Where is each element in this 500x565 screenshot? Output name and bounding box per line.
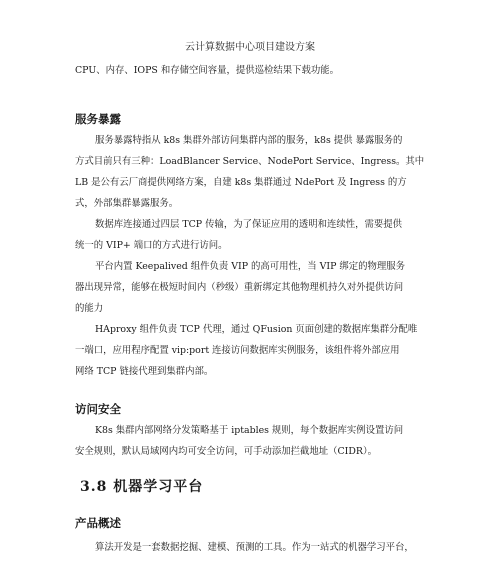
heading-service-exposure: 服务暴露 — [75, 112, 121, 126]
intro-line: CPU、内存、IOPS 和存储空间容量，提供巡检结果下载功能。 — [75, 65, 339, 76]
heading-product-overview: 产品概述 — [75, 516, 121, 530]
paragraph-line: 数据库连接通过四层 TCP 传输，为了保证应用的透明和连续性，需要提供 — [95, 219, 402, 230]
paragraph-line: 器出现异常，能够在极短时间内（秒级）重新绑定其他物理机持久对外提供访问 — [75, 282, 404, 293]
paragraph-line: 方式目前只有三种：LoadBlancer Service、NodePort Service、Ingress。其中 — [75, 156, 425, 167]
paragraph-line: 平台内置 Keepalived 组件负责 VIP 的高可用性，当 VIP 绑定的物理服务 — [95, 261, 405, 272]
paragraph-line: 式，外部集群暴露服务。 — [75, 198, 179, 209]
paragraph-line: 算法开发是一套数据挖掘、建模、预测的工具。作为一站式的机器学习平台， — [95, 542, 414, 553]
paragraph-line: K8s 集群内部网络分发策略基于 iptables 规则，每个数据库实例设置访问 — [95, 425, 404, 436]
paragraph-line: HAproxy 组件负责 TCP 代理，通过 QFusion 页面创建的数据库集群分配唯 — [95, 324, 418, 335]
paragraph-line: 一端口，应用程序配置 vip:port 连接访问数据库实例服务，该组件将外部应用 — [75, 345, 400, 356]
heading-ml-platform: 3.8 机器学习平台 — [80, 479, 204, 495]
paragraph-line: 统一的 VIP+ 端口的方式进行访问。 — [75, 240, 228, 251]
paragraph-line: 安全规则，默认局域网内均可安全访问，可手动添加拦截地址（CIDR）。 — [75, 446, 378, 457]
page-header-title: 云计算数据中心项目建设方案 — [185, 42, 315, 53]
paragraph-line: 网络 TCP 链接代理到集群内部。 — [75, 366, 214, 377]
heading-access-security: 访问安全 — [75, 402, 121, 416]
paragraph-line: LB 是公有云厂商提供网络方案，自建 k8s 集群通过 NdePort 及 Ingress 的方 — [75, 177, 407, 188]
paragraph-line: 的能力 — [75, 303, 104, 314]
paragraph-line: 服务暴露特指从 k8s 集群外部访问集群内部的服务，k8s 提供 暴露服务的 — [95, 135, 403, 146]
